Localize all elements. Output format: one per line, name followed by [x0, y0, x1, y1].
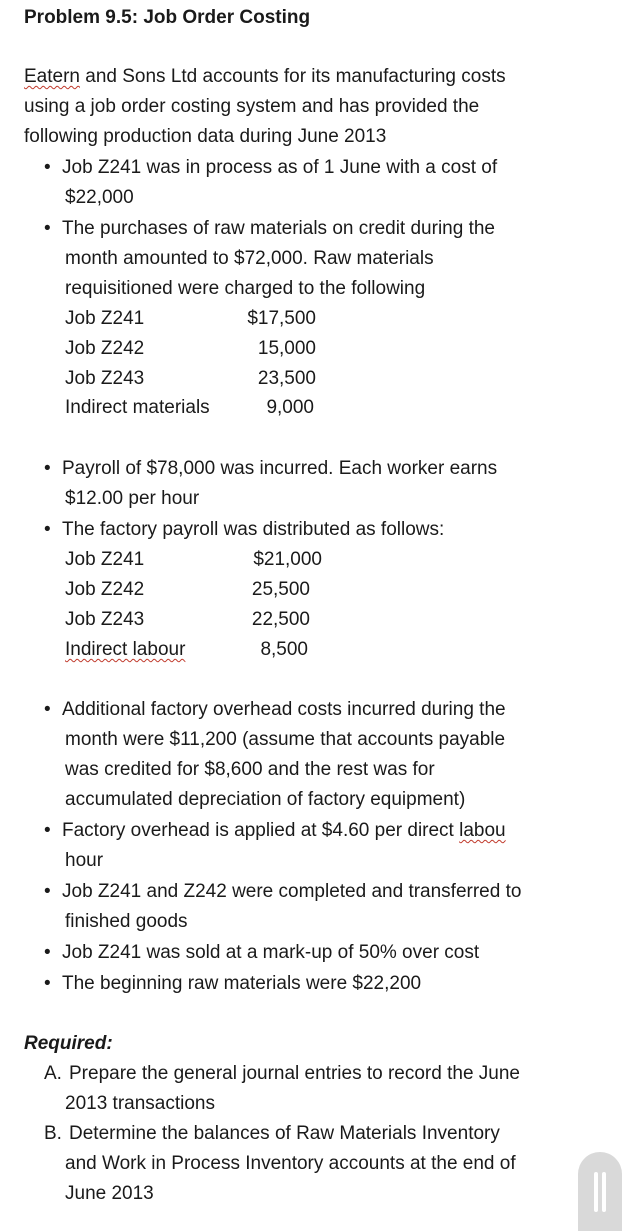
- bullet-item: • Additional factory overhead costs incurred during the: [62, 699, 506, 721]
- payroll-label: [65, 639, 185, 661]
- required-b-line: June 2013: [65, 1183, 154, 1204]
- materials-label: Job Z243: [65, 368, 145, 389]
- required-a-marker: A.: [44, 1063, 62, 1084]
- required-b-line: and Work in Process Inventory accounts at the end of: [65, 1153, 516, 1174]
- payroll-value: $21,000: [253, 549, 322, 570]
- materials-value: $17,500: [247, 308, 316, 329]
- bullet-continuation: $22,000: [65, 187, 134, 208]
- misspelled-word: labou: [459, 820, 506, 841]
- required-a-line: Prepare the general journal entries to record the June: [69, 1063, 520, 1084]
- payroll-label: Job Z243: [65, 609, 145, 630]
- bullet-item: [62, 820, 506, 842]
- page-title: Problem 9.5: Job Order Costing: [24, 7, 311, 28]
- bullet-continuation: $12.00 per hour: [65, 488, 200, 509]
- bullet-continuation: month were $11,200 (assume that accounts payable: [65, 729, 506, 750]
- materials-value: 9,000: [266, 397, 314, 418]
- intro-line-2: using a job order costing system and has provided the: [24, 96, 480, 117]
- bullet-continuation: accumulated depreciation of factory equipment): [65, 789, 466, 810]
- materials-label: Job Z241: [65, 308, 145, 329]
- intro-line-1: [24, 66, 506, 88]
- grip-line-icon: [594, 1172, 598, 1212]
- required-a-line: 2013 transactions: [65, 1093, 215, 1114]
- materials-value: 15,000: [257, 338, 316, 359]
- payroll-value: 25,500: [251, 579, 310, 600]
- bullet-item: • Job Z241 was in process as of 1 June with a cost of: [62, 157, 497, 179]
- misspelled-word: Eatern: [24, 66, 80, 87]
- bullet-item: • The purchases of raw materials on credit during the: [62, 218, 495, 240]
- bullet-item: • Job Z241 and Z242 were completed and transferred to: [62, 881, 521, 903]
- scroll-handle[interactable]: [578, 1152, 622, 1231]
- bullet-continuation: month amounted to $72,000. Raw materials: [65, 248, 434, 269]
- bullet-continuation: finished goods: [65, 911, 188, 932]
- required-b-line: Determine the balances of Raw Materials Inventory: [69, 1123, 500, 1144]
- intro-line-1-rest: and Sons Ltd accounts for its manufacturing costs: [79, 66, 506, 87]
- bullet-text: Factory overhead is applied at $4.60 per direct: [62, 820, 460, 841]
- bullet-continuation: requisitioned were charged to the following: [65, 278, 426, 299]
- required-heading: Required:: [24, 1033, 113, 1054]
- payroll-label: Job Z241: [65, 549, 145, 570]
- intro-line-3: following production data during June 2013: [24, 126, 387, 147]
- payroll-label: Job Z242: [65, 579, 145, 600]
- payroll-value: 22,500: [251, 609, 310, 630]
- materials-value: 23,500: [257, 368, 316, 389]
- materials-label: Job Z242: [65, 338, 145, 359]
- payroll-value: 8,500: [260, 639, 308, 660]
- materials-label: Indirect materials: [65, 397, 210, 418]
- grip-line-icon: [602, 1172, 606, 1212]
- bullet-item: • The beginning raw materials were $22,200: [62, 973, 421, 995]
- required-b-marker: B.: [44, 1123, 62, 1144]
- bullet-item: • Job Z241 was sold at a mark-up of 50% over cost: [62, 942, 479, 964]
- bullet-continuation: hour: [65, 850, 104, 871]
- bullet-item: • Payroll of $78,000 was incurred. Each worker earns: [62, 458, 497, 480]
- bullet-continuation: was credited for $8,600 and the rest was for: [65, 759, 435, 780]
- payroll-label-text: Indirect labour: [65, 639, 186, 660]
- bullet-item: • The factory payroll was distributed as follows:: [62, 519, 444, 541]
